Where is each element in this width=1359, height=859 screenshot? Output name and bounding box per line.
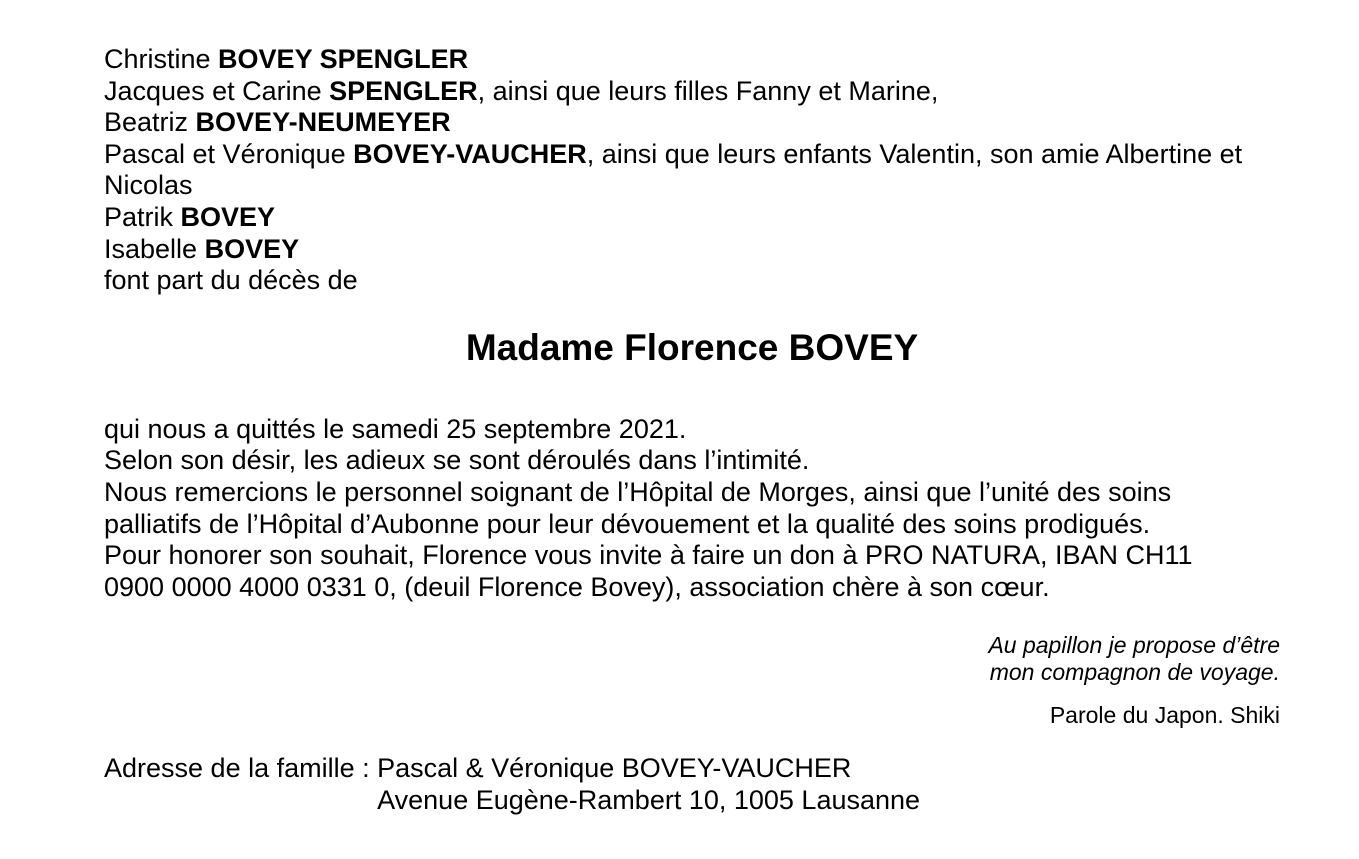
body-line: 0900 0000 4000 0331 0, (deuil Florence Bovey), association chère à son cœur. (104, 571, 1050, 602)
announcement-intro-line (104, 265, 1280, 297)
quote-attribution: Parole du Japon. Shiki (1049, 702, 1280, 729)
family-line-surname: BOVEY (204, 233, 300, 264)
family-line-text: Jacques et Carine (104, 75, 330, 106)
family-line-surname: BOVEY SPENGLER (218, 44, 469, 74)
body-line: Pour honorer son souhait, Florence vous invite à faire un don à PRO NATURA, IBAN CH11 (104, 540, 1193, 571)
body-line: qui nous a quittés le samedi 25 septembre 2021. (104, 413, 687, 444)
body-line: Selon son désir, les adieux se sont déroulés dans l’intimité. (104, 445, 810, 476)
family-line-text: Pascal et Véronique (104, 138, 354, 169)
family-line (104, 107, 1280, 139)
family-address-block (104, 753, 1280, 816)
deceased-name-title: Madame Florence BOVEY (465, 326, 919, 368)
address-contact-name: Pascal & Véronique BOVEY-VAUCHER (377, 753, 852, 784)
family-line-text: Beatriz (104, 107, 196, 138)
quote-line: Au papillon je propose d’être (988, 632, 1280, 659)
family-line (104, 202, 1280, 234)
family-line-suffix: , ainsi que leurs filles Fanny et Marine, (477, 75, 939, 106)
family-line-surname: BOVEY-NEUMEYER (195, 107, 451, 138)
family-names-block (104, 44, 1280, 297)
family-line (104, 139, 1280, 171)
announcement-body (104, 414, 1280, 604)
family-line-text: Patrik (104, 201, 181, 232)
family-line (104, 170, 1280, 202)
family-line-text: Christine (104, 44, 219, 74)
announcement-intro-text: font part du décès de (104, 265, 358, 296)
family-line-text: Nicolas (104, 170, 193, 201)
family-line (104, 44, 1280, 76)
family-line-surname: BOVEY-VAUCHER (353, 138, 587, 169)
address-street: Avenue Eugène-Rambert 10, 1005 Lausanne (377, 784, 921, 815)
address-values (377, 753, 920, 816)
family-line-text: Isabelle (104, 233, 205, 264)
body-line: palliatifs de l’Hôpital d’Aubonne pour leur dévouement et la qualité des soins prodigués. (104, 508, 1151, 539)
family-line-surname: SPENGLER (329, 75, 478, 106)
family-line (104, 234, 1280, 266)
quote-block (104, 632, 1280, 729)
family-line-suffix: , ainsi que leurs enfants Valentin, son amie Albertine et (586, 138, 1243, 169)
address-label: Adresse de la famille : (104, 753, 378, 784)
family-line-surname: BOVEY (180, 201, 276, 232)
family-line (104, 76, 1280, 108)
body-line: Nous remercions le personnel soignant de l’Hôpital de Morges, ainsi que l’unité des soins (104, 476, 1172, 507)
quote-line: mon compagnon de voyage. (989, 659, 1280, 686)
